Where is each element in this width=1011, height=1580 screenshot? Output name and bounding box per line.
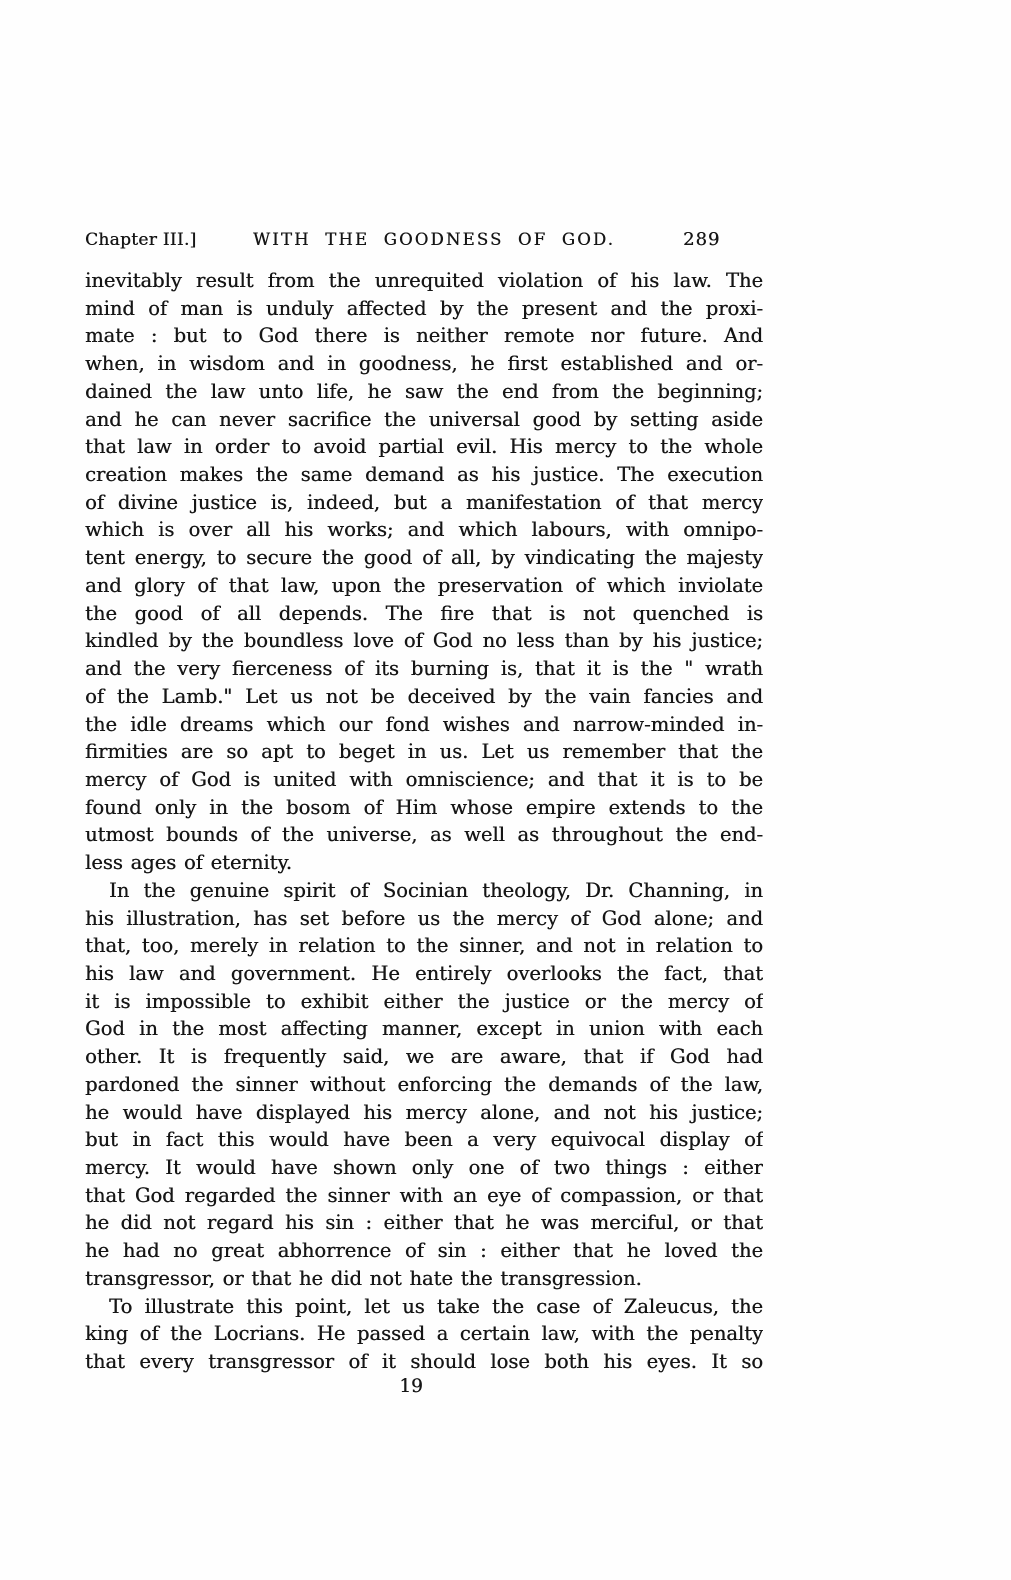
text-line: but in fact this would have been a very equivocal display of	[85, 1128, 763, 1152]
text-line: when, in wisdom and in goodness, he first established and or-	[85, 352, 763, 376]
text-line: mercy. It would have shown only one of two things : either	[85, 1156, 763, 1179]
page-footer	[85, 1376, 737, 1397]
text-line: To illustrate this point, let us take the case of Zaleucus, the	[109, 1294, 763, 1318]
text-line: God in the most affecting manner, except in union with each	[85, 1017, 763, 1041]
text-line: found only in the bosom of Him whose empire extends to the	[85, 795, 763, 819]
text-line: mercy of God is united with omniscience; and that it is to be	[85, 767, 763, 791]
text-line: mate : but to God there is neither remote nor future. And	[85, 324, 763, 348]
text-line: mind of man is unduly affected by the present and the proxi-	[85, 296, 763, 320]
text-line: that every transgressor of it should lose both his eyes. It so	[85, 1350, 763, 1374]
text-line: utmost bounds of the universe, as well as throughout the end-	[85, 823, 763, 847]
text-line: tent energy, to secure the good of all, by vindicating the majesty	[85, 546, 763, 570]
body-text	[85, 267, 763, 1376]
page-header	[85, 229, 763, 255]
text-line: which is over all his works; and which labours, with omnipo-	[85, 518, 763, 542]
text-line: his illustration, has set before us the mercy of God alone; and	[85, 906, 763, 930]
running-head-title: WITH THE GOODNESS OF GOD.	[253, 230, 616, 249]
text-line: firmities are so apt to beget in us. Let us remember that the	[85, 740, 763, 764]
text-line: transgressor, or that he did not hate the transgression.	[85, 1266, 642, 1290]
text-line: creation makes the same demand as his justice. The execution	[85, 463, 763, 487]
text-line: it is impossible to exhibit either the justice or the mercy of	[85, 989, 763, 1013]
page-number-top: 289	[683, 229, 721, 250]
chapter-label: Chapter III.]	[85, 230, 197, 250]
text-line: other. It is frequently said, we are aware, that if God had	[85, 1045, 763, 1069]
text-line: inevitably result from the unrequited violation of his law. The	[85, 269, 763, 292]
text-line: In the genuine spirit of Socinian theology, Dr. Channing, in	[109, 878, 763, 902]
text-line: that, too, merely in relation to the sinner, and not in relation to	[85, 934, 763, 958]
page-number-bottom: 19	[399, 1376, 423, 1397]
text-line: pardoned the sinner without enforcing the demands of the law,	[85, 1072, 763, 1096]
text-line: and he can never sacrifice the universal good by setting aside	[85, 407, 763, 431]
text-line: that law in order to avoid partial evil. His mercy to the whole	[85, 435, 763, 459]
text-line: his law and government. He entirely overlooks the fact, that	[85, 961, 763, 985]
text-line: and glory of that law, upon the preservation of which inviolate	[85, 573, 763, 597]
text-line: of the Lamb." Let us not be deceived by the vain fancies and	[85, 684, 763, 708]
text-line: the idle dreams which our fond wishes and narrow-minded in-	[85, 712, 763, 736]
text-line: kindled by the boundless love of God no less than by his justice;	[85, 629, 763, 653]
text-line: dained the law unto life, he saw the end from the beginning;	[85, 379, 763, 403]
text-line: he did not regard his sin : either that he was merciful, or that	[85, 1211, 763, 1235]
text-line: less ages of eternity.	[85, 851, 292, 875]
text-line: of divine justice is, indeed, but a manifestation of that mercy	[85, 490, 763, 514]
text-line: king of the Locrians. He passed a certain law, with the penalty	[85, 1322, 763, 1346]
text-line: he would have displayed his mercy alone, and not his justice;	[85, 1100, 763, 1124]
text-line: he had no great abhorrence of sin : either that he loved the	[85, 1239, 763, 1263]
text-line: the good of all depends. The fire that is not quenched is	[85, 601, 763, 625]
text-line: that God regarded the sinner with an eye of compassion, or that	[85, 1183, 763, 1207]
text-line: and the very fierceness of its burning is, that it is the " wrath	[85, 657, 763, 681]
